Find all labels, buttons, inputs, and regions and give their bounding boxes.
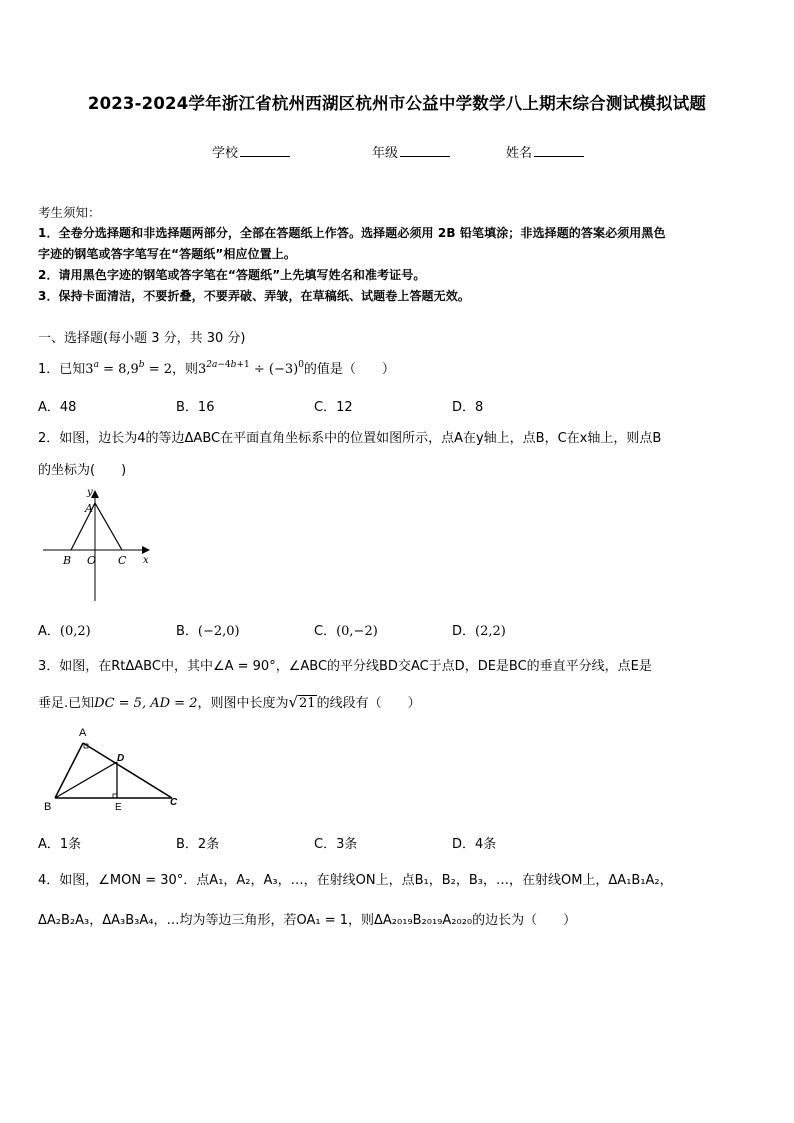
notice-heading: 考生须知： — [38, 205, 101, 220]
q3-figure — [38, 724, 186, 816]
grade-label: 年级 — [372, 146, 399, 161]
q1-option-d[interactable]: D．8 — [452, 400, 484, 415]
grade-blank[interactable] — [400, 143, 450, 157]
q1-text-c: 的值是（ ） — [303, 362, 395, 377]
y-axis-label: y — [87, 487, 93, 498]
segment-ac — [95, 503, 122, 550]
q1-option-a[interactable]: A．48 — [38, 400, 77, 415]
grade-field[interactable] — [372, 142, 450, 161]
q3-line-1: 3．如图，在RtΔABC中，其中∠A = 90°，∠ABC的平分线BD交AC于点D，DE是BC的垂直平分线，点E是 — [38, 659, 652, 674]
x-axis-arrow — [142, 546, 150, 554]
q2-option-b-value: (−2,0) — [197, 624, 240, 639]
point-e-label: E — [115, 802, 122, 813]
q2-line-2: 的坐标为( ) — [38, 463, 127, 478]
q4-line-2: ΔA₂B₂A₃，ΔA₃B₃A₄，…均为等边三角形，若OA₁ = 1，则ΔA₂₀₁₉B₂₀₁₉A₂₀₂₀的边长为（ ） — [38, 913, 577, 928]
x-axis-label: x — [143, 555, 149, 566]
point-c-label: C — [118, 554, 127, 567]
notice-line-1b: 字迹的钢笔或答字笔写在“答题纸”相应位置上。 — [38, 247, 296, 261]
q3-option-b[interactable]: B．2条 — [176, 837, 220, 852]
q2-option-c[interactable]: C．(0,−2) — [314, 624, 378, 639]
notice-line-2: 2．请用黑色字迹的钢笔或答字笔在“答题纸”上先填写姓名和准考证号。 — [38, 268, 426, 282]
q2-line-1: 2．如图，边长为4的等边ΔABC在平面直角坐标系中的位置如图所示，点A在y轴上，点B，C在x轴上，则点B — [38, 431, 662, 446]
q1-formula-1: $3^a = 8,9^b = 2$ — [85, 360, 172, 377]
notice-line-3: 3．保持卡面清洁，不要折叠，不要弄破、弄皱，在草稿纸、试题卷上答题无效。 — [38, 289, 470, 303]
q3-line-2: 垂足.已知DC = 5, AD = 2，则图中长度为√21的线段有（ ） — [38, 693, 421, 711]
name-label: 姓名 — [506, 146, 533, 161]
page-title: 2023-2024学年浙江省杭州西湖区杭州市公益中学数学八上期末综合测试模拟试题 — [87, 94, 707, 113]
q1-formula-2: $3^{2a-4b+1} \div (-3)^0$ — [198, 360, 304, 377]
q2-option-b[interactable]: B．(−2,0) — [176, 624, 240, 639]
q4-line-1: 4．如图，∠MON = 30°．点A₁，A₂，A₃，…，在射线ON上，点B₁，B₂，B₃，…，在射线OM上，ΔA₁B₁A₂， — [38, 873, 673, 888]
school-label: 学校 — [212, 146, 239, 161]
q1-option-c[interactable]: C．12 — [314, 400, 353, 415]
q3-option-a[interactable]: A．1条 — [38, 837, 82, 852]
q2-option-a[interactable]: A．(0,2) — [38, 624, 91, 639]
q1-option-b[interactable]: B．16 — [176, 400, 215, 415]
q3-option-c[interactable]: C．3条 — [314, 837, 358, 852]
q2-option-d-value: (2,2) — [475, 624, 506, 639]
name-field[interactable] — [506, 142, 584, 161]
point-d-label: D — [117, 753, 125, 764]
q2-option-d[interactable]: D．(2,2) — [452, 624, 506, 639]
q3-option-d[interactable]: D．4条 — [452, 837, 497, 852]
question-1 — [38, 358, 395, 377]
school-field[interactable] — [212, 142, 290, 161]
point-b-label: B — [44, 801, 52, 813]
q1-text-b: ，则 — [172, 362, 199, 377]
origin-label: O — [87, 554, 97, 567]
section-title: 一、选择题(每小题 3 分，共 30 分) — [38, 331, 246, 346]
q3-sqrt: √21 — [288, 693, 316, 711]
point-a-label: A — [85, 502, 93, 515]
point-c-label: C — [170, 797, 178, 808]
school-blank[interactable] — [240, 143, 290, 157]
notice-line-1a: 1．全卷分选择题和非选择题两部分，全部在答题纸上作答。选择题必须用 2B 铅笔填涂；非选择题的答案必须用黑色 — [38, 226, 666, 240]
q1-number: 1． — [38, 362, 60, 377]
q2-option-c-value: (0,−2) — [336, 624, 378, 639]
point-a-label: A — [79, 727, 87, 739]
segment-ac — [83, 743, 172, 798]
q2-figure — [38, 484, 160, 606]
q3-given: DC = 5, AD = 2 — [94, 696, 198, 711]
q1-text-a: 已知 — [59, 362, 86, 377]
name-blank[interactable] — [534, 143, 584, 157]
q2-option-a-value: (0,2) — [59, 624, 91, 639]
point-b-label: B — [63, 554, 72, 567]
